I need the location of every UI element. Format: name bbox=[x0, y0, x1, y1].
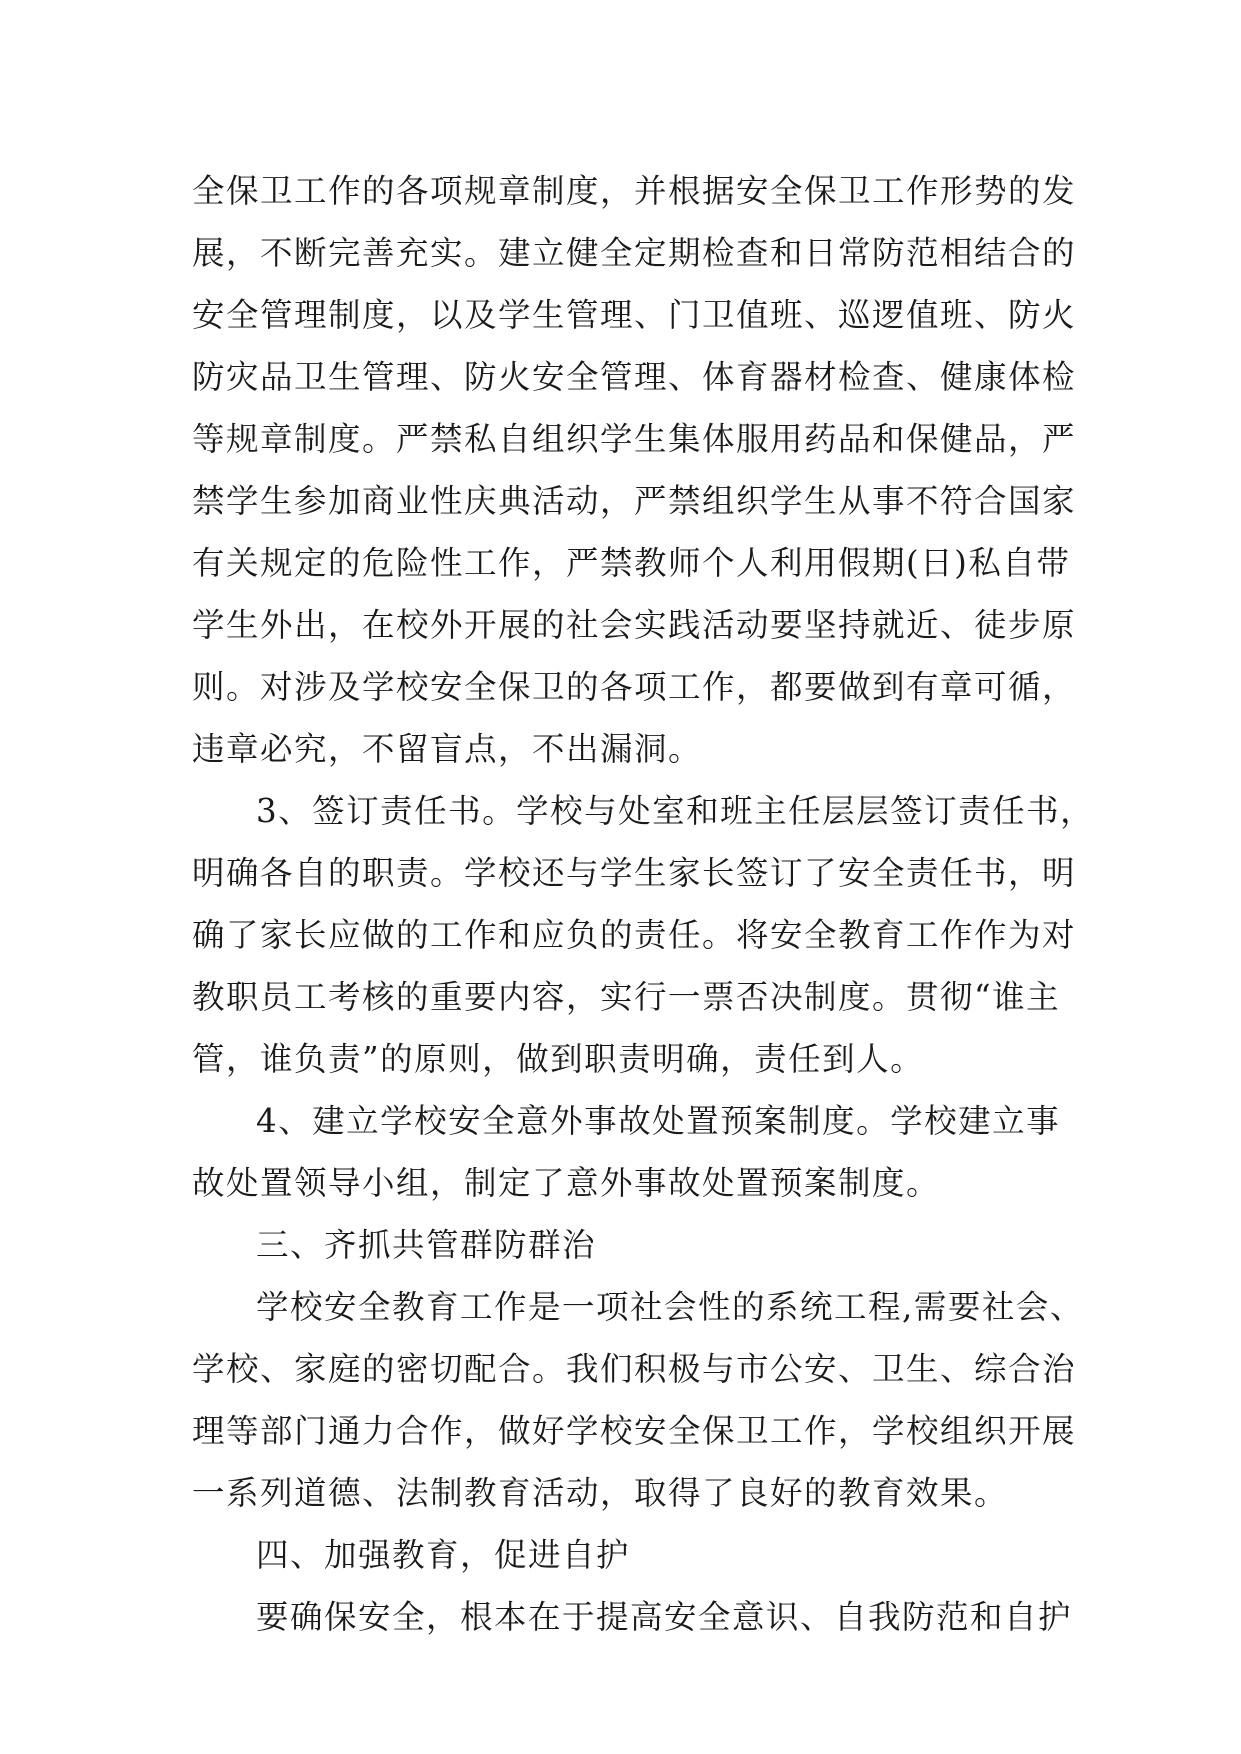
text-line: 故处置领导小组，制定了意外事故处置预案制度。 bbox=[192, 1164, 941, 1202]
text-line: 安全管理制度，以及学生管理、门卫值班、巡逻值班、防火 bbox=[192, 296, 1077, 334]
section-heading: 四、加强教育，促进自护 bbox=[256, 1536, 631, 1574]
text-line: 确了家长应做的工作和应负的责任。将安全教育工作作为对 bbox=[192, 916, 1077, 954]
text-line: 等规章制度。严禁私自组织学生集体服用药品和保健品，严 bbox=[192, 420, 1077, 458]
paragraph-start-line: 要确保安全，根本在于提高安全意识、自我防范和自护 bbox=[256, 1598, 1073, 1636]
text-line: 展，不断完善充实。建立健全定期检查和日常防范相结合的 bbox=[192, 234, 1077, 272]
text-line: 教职员工考核的重要内容，实行一票否决制度。贯彻“谁主 bbox=[192, 978, 1061, 1016]
text-line: 管，谁负责”的原则，做到职责明确，责任到人。 bbox=[192, 1040, 925, 1078]
text-line: 学校、家庭的密切配合。我们积极与市公安、卫生、综合治 bbox=[192, 1350, 1077, 1388]
text-line: 学生外出，在校外开展的社会实践活动要坚持就近、徒步原 bbox=[192, 606, 1077, 644]
paragraph-start-line: 3、签订责任书。学校与处室和班主任层层签订责任书， bbox=[256, 792, 1095, 830]
text-line: 禁学生参加商业性庆典活动，严禁组织学生从事不符合国家 bbox=[192, 482, 1077, 520]
document-body bbox=[192, 160, 1095, 1648]
paragraph-start-line: 学校安全教育工作是一项社会性的系统工程,需要社会、 bbox=[256, 1288, 1084, 1326]
text-line: 违章必究，不留盲点，不出漏洞。 bbox=[192, 730, 703, 768]
text-line: 有关规定的危险性工作，严禁教师个人利用假期(日)私自带 bbox=[192, 544, 1071, 582]
text-line: 则。对涉及学校安全保卫的各项工作，都要做到有章可循， bbox=[192, 668, 1077, 706]
text-line: 理等部门通力合作，做好学校安全保卫工作，学校组织开展 bbox=[192, 1412, 1077, 1450]
text-line: 防灾品卫生管理、防火安全管理、体育器材检查、健康体检 bbox=[192, 358, 1077, 396]
paragraph-start-line: 4、建立学校安全意外事故处置预案制度。学校建立事 bbox=[256, 1102, 1061, 1140]
section-heading: 三、齐抓共管群防群治 bbox=[256, 1226, 597, 1264]
text-line: 一系列道德、法制教育活动，取得了良好的教育效果。 bbox=[192, 1474, 1009, 1512]
text-line: 明确各自的职责。学校还与学生家长签订了安全责任书，明 bbox=[192, 854, 1077, 892]
text-line: 全保卫工作的各项规章制度，并根据安全保卫工作形势的发 bbox=[192, 172, 1077, 210]
